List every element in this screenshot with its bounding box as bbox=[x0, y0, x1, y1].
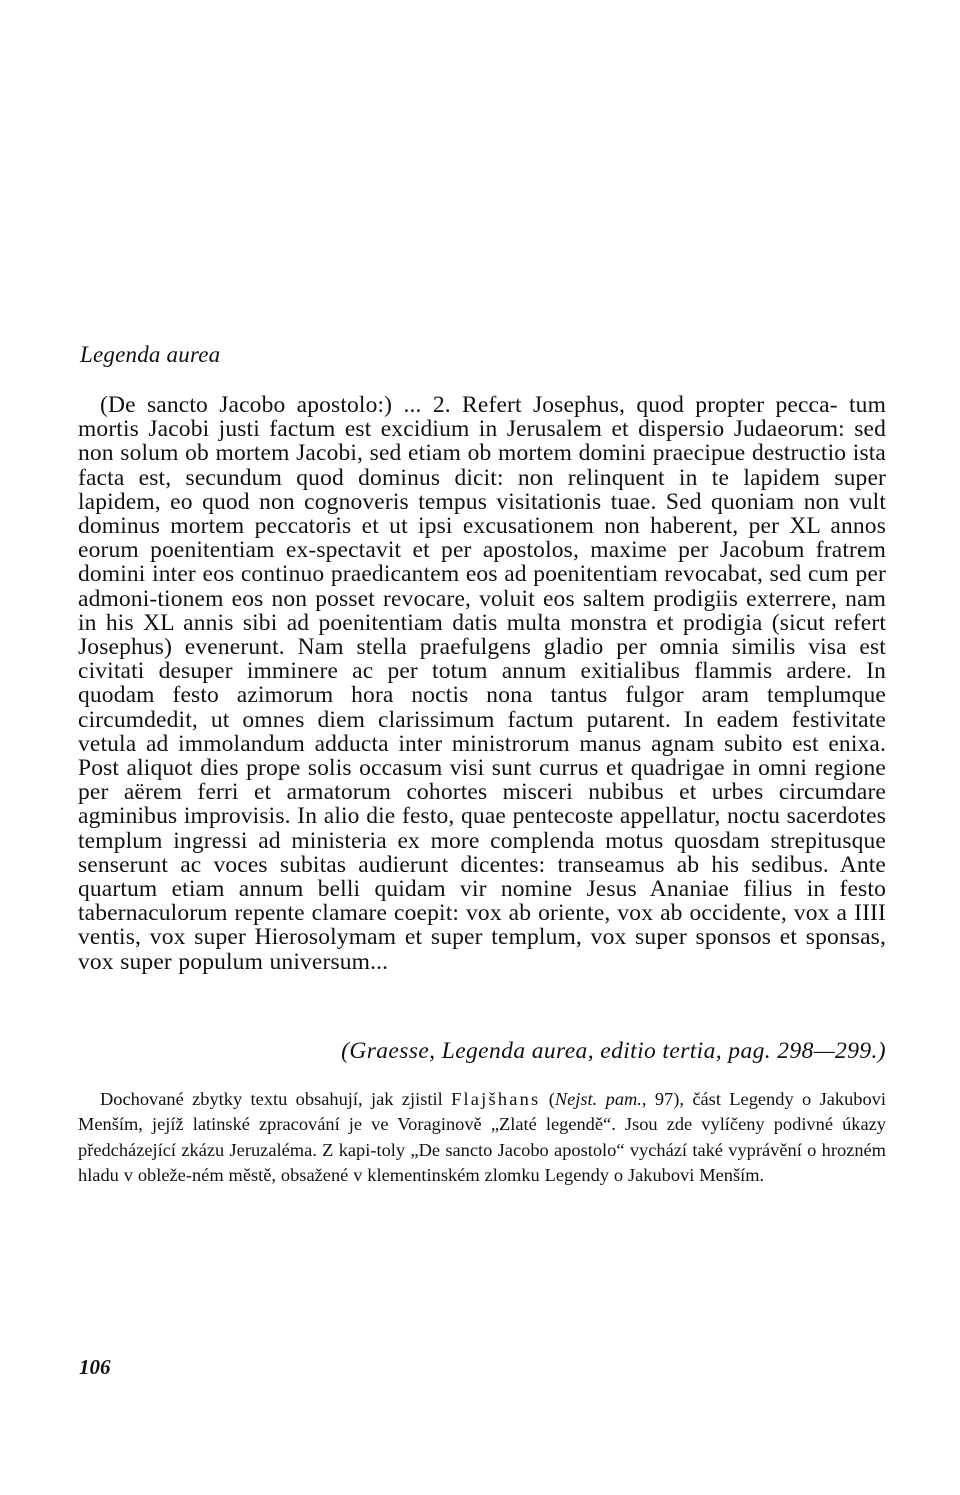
latin-passage bbox=[78, 393, 886, 974]
page-number: 106 bbox=[79, 1355, 111, 1379]
commentary-note bbox=[78, 1087, 886, 1188]
note-text-part-1: Dochované zbytky textu obsahují, jak zjistil bbox=[100, 1089, 452, 1109]
note-text-part-2: ( bbox=[540, 1089, 555, 1109]
note-source-reference: Nejst. pam. bbox=[554, 1089, 642, 1109]
latin-passage-opening: (De sancto Jacobo apostolo:) ... 2. Refert Josephus, quod propter pecca- bbox=[100, 392, 838, 418]
note-text-part-3: , 97), část Legendy o Jakubovi Menším, jejíž latinské zpracování je ve Voraginově „Zlaté legendě“. Jsou zde vylíčeny podivné úkazy předcházející zkázu Jeruzaléma. Z kapi-toly „De sancto Jacobo apostolo“ vychází také vyprávění o hrozném hladu v obleže-ném městě, obsažené v klementinském zlomku Legendy o Jakubovi Menším. bbox=[78, 1089, 886, 1185]
note-author-name: Flajšhans bbox=[451, 1089, 541, 1109]
section-heading: Legenda aurea bbox=[80, 342, 221, 367]
latin-passage-body: tum mortis Jacobi justi factum est excidium in Jerusalem et dispersio Judaeorum: sed non solum ob mortem Jacobi, sed etiam ob mortem domini praecipue destructio ista facta est, secundum quod dominus dicit: non relinquent in te lapidem super lapidem, eo quod non cognoveris tempus visitationis tuae. Sed quoniam non vult dominus mortem peccatoris et ut ipsi excusationem non haberent, per XL annos eorum poenitentiam ex-spectavit et per apostolos, maxime per Jacobum fratrem domini inter eos continuo praedicantem eos ad poenitentiam revocabat, sed cum per admoni-tionem eos non posset revocare, voluit eos saltem prodigiis exterrere, nam in his XL annis sibi ad poenitentiam datis multa monstra et prodigia (sicut refert Josephus) evenerunt. Nam stella praefulgens gladio per omnia similis visa est civitati desuper imminere ac per totum annum exitialibus flammis ardere. In quodam festo azimorum hora noctis nona tantus fulgor aram templumque circumdedit, ut omnes diem clarissimum factum putarent. In eadem festivitate vetula ad immolandum adducta inter ministrorum manus agnam subito est enixa. Post aliquot dies prope solis occasum visi sunt currus et quadrigae in omni regione per aërem ferri et armatorum cohortes misceri nubibus et urbes circumdare agminibus improvisis. In alio die festo, quae pentecoste appellatur, noctu sacerdotes templum ingressi ad ministeria ex more complenda motus quosdam strepitusque senserunt ac voces subitas audierunt dicentes: transeamus ab his sedibus. Ante quartum etiam annum belli quidam vir nomine Jesus Ananiae filius in festo tabernaculorum repente clamare coepit: vox ab oriente, vox ab occidente, vox a IIII ventis, vox super Hierosolymam et super templum, vox super sponsos et sponsas, vox super populum universum... bbox=[78, 392, 887, 975]
source-citation: (Graesse, Legenda aurea, editio tertia, pag. 298—299.) bbox=[341, 1038, 886, 1064]
